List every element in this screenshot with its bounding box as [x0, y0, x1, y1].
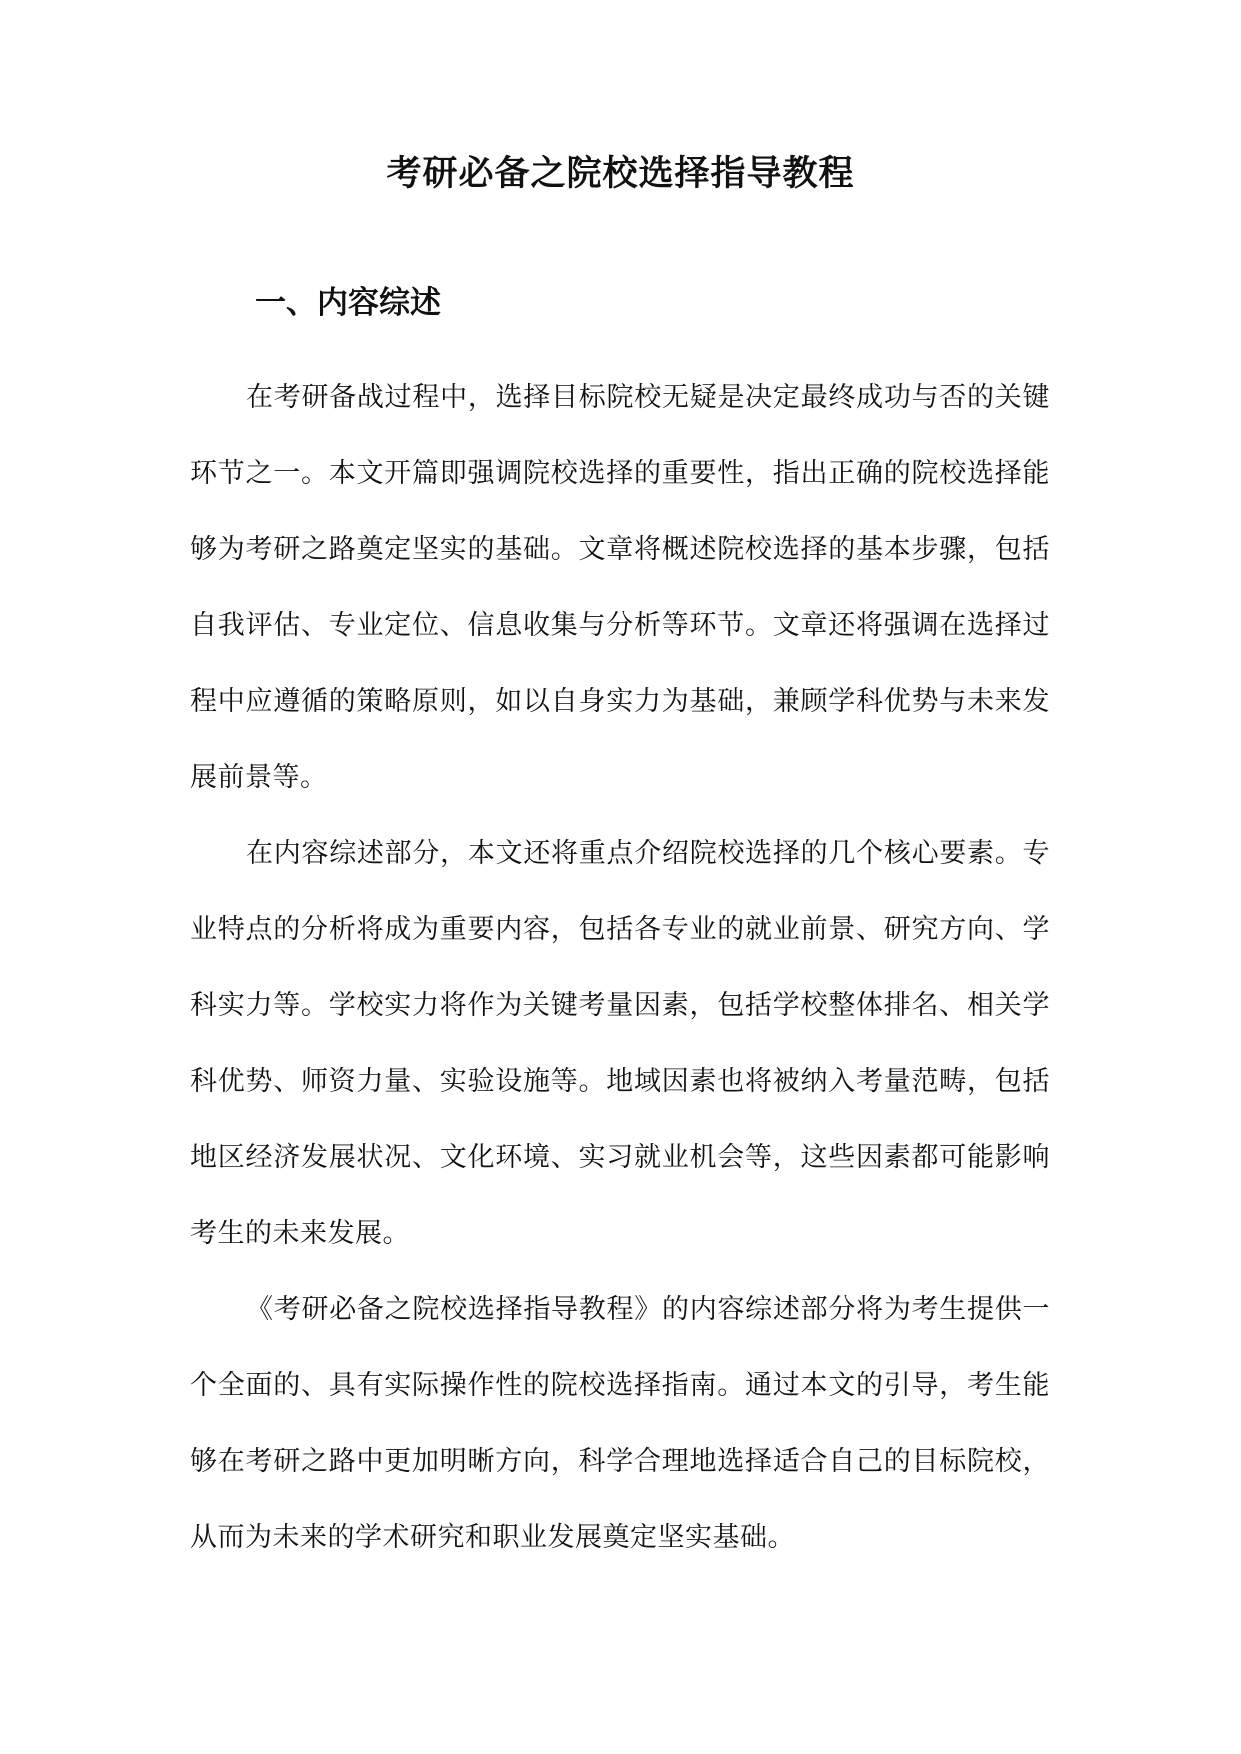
document-title: 考研必备之院校选择指导教程 [386, 153, 855, 194]
paragraph-2: 在内容综述部分，本文还将重点介绍院校选择的几个核心要素。专业特点的分析将成为重要内容，包括各专业的就业前景、研究方向、学科实力等。学校实力将作为关键考量因素，包括学校整体排名、相关学科优势、师资力量、实验设施等。地域因素也将被纳入考量范畴，包括地区经济发展状况、文化环境、实习就业机会等，这些因素都可能影响考生的未来发展。 [190, 838, 1050, 1249]
section-heading: 一、内容综述 [255, 285, 441, 321]
paragraph-3: 《考研必备之院校选择指导教程》的内容综述部分将为考生提供一个全面的、具有实际操作性的院校选择指南。通过本文的引导，考生能够在考研之路中更加明晰方向，科学合理地选择适合自己的目标院校，从而为未来的学术研究和职业发展奠定坚实基础。 [190, 1294, 1050, 1553]
paragraph-1: 在考研备战过程中，选择目标院校无疑是决定最终成功与否的关键环节之一。本文开篇即强调院校选择的重要性，指出正确的院校选择能够为考研之路奠定坚实的基础。文章将概述院校选择的基本步骤，包括自我评估、专业定位、信息收集与分析等环节。文章还将强调在选择过程中应遵循的策略原则，如以自身实力为基础，兼顾学科优势与未来发展前景等。 [190, 382, 1050, 793]
section-body [190, 360, 1050, 1576]
